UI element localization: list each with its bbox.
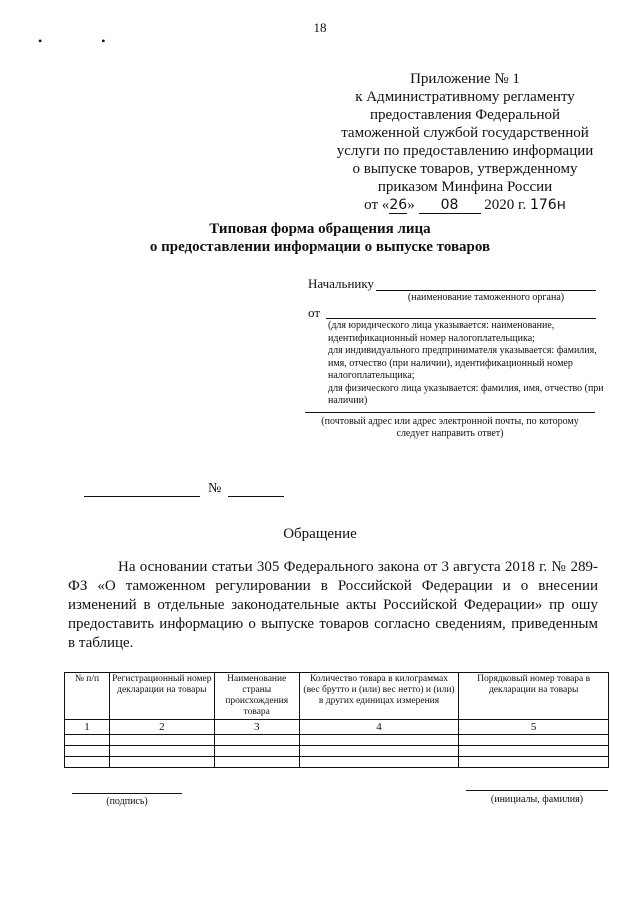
table-cell: 1 [65,720,110,735]
appendix-line: о выпуске товаров, утвержденному [352,161,578,177]
name-caption: (инициалы, фамилия) [490,794,584,805]
appendix-line: к Административному регламенту [355,89,575,105]
table-cell [65,735,110,746]
form-title [0,220,640,256]
order-date-line [330,196,600,214]
page-number: 18 [313,20,327,35]
from-label: от [308,305,321,320]
date-year: 2020 г. [484,197,527,213]
from-caption-line: для индивидуального предпринимателя указывается: фамилия, [328,345,597,356]
address-caption-line: следует направить ответ) [396,428,504,439]
table-cell [459,757,609,768]
date-prefix: от « [364,197,390,213]
table-cell [65,746,110,757]
from-caption-line: для физического лица указывается: фамилия, имя, отчество (при [328,382,604,394]
table-cell [299,735,459,746]
table-cell: 5 [459,720,609,735]
to-label: Начальнику [308,276,375,291]
from-line [326,318,596,319]
table-number-row [65,720,609,735]
table-cell [109,746,214,757]
table-header-cell: Наименование страны происхождения товара [214,673,299,720]
from-caption-line: налогоплательщика; [328,370,415,381]
table-cell: 2 [109,720,214,735]
from-caption-line: идентификационный номер налогоплательщика; [328,332,535,344]
table-row [65,746,609,757]
scan-dots: • • [38,34,134,48]
table-cell [299,757,459,768]
table-header-cell: Количество товара в килограммах (вес брутто и (или) вес нетто) и (или) в других единицах измерения [299,673,459,720]
registration-number-line [228,496,284,497]
from-caption [328,320,604,408]
registration-date-line [84,496,200,497]
table-cell [214,746,299,757]
table-cell [459,746,609,757]
to-caption: (наименование таможенного органа) [407,292,565,303]
table-header-cell: Порядковый номер товара в декларации на товары [459,673,609,720]
table-row [65,735,609,746]
table-cell [65,757,110,768]
table-row [65,757,609,768]
table-cell [214,735,299,746]
address-caption-line: (почтовый адрес или адрес электронной почты, по которому [321,416,579,427]
table-cell: 4 [299,720,459,735]
table-cell [109,735,214,746]
body-paragraph: На основании статьи 305 Федерального закона от 3 августа 2018 г. № 289-ФЗ «О таможенном регулировании в Российской Федерации и о внесении изменений в отдельные законодательные акты Российской Федерации» пр ошу предоставить информацию о выпуске товаров согласно сведениям, приведенным в таблице. [68,559,598,651]
signature-line [72,793,182,794]
order-number: 176н [529,197,566,213]
appendix-line: Приложение № 1 [410,71,520,87]
name-line [466,790,608,791]
from-caption-line: имя, отчество (при наличии), идентификационный номер [328,357,573,369]
form-title-line: о предоставлении информации о выпуске товаров [149,239,491,255]
to-line [376,290,596,291]
table-cell [109,757,214,768]
appendix-block [330,70,600,214]
form-title-line: Типовая форма обращения лица [209,221,431,237]
from-caption-line: (для юридического лица указывается: наименование, [328,320,555,331]
date-mid: » [407,197,415,213]
table-cell [299,746,459,757]
document-heading: Обращение [283,526,357,542]
address-line [305,412,595,413]
table-cell [459,735,609,746]
date-day: 26 [389,197,408,213]
appendix-line: предоставления Федеральной [369,107,561,123]
table-cell: 3 [214,720,299,735]
date-month: 08 [419,198,481,214]
appendix-line: услуги по предоставлению информации [336,143,594,159]
table-header-row [65,673,609,720]
table-cell [214,757,299,768]
appendix-line: приказом Минфина России [377,179,553,195]
signature-caption: (подпись) [106,796,148,807]
from-caption-line: наличии) [328,395,368,406]
table-header-cell: Регистрационный номер декларации на товары [109,673,214,720]
address-caption [305,416,595,440]
number-sign: № [208,481,222,496]
request-table [64,672,609,768]
appendix-line: таможенной службой государственной [341,125,589,141]
table-header-cell: № п/п [65,673,110,720]
